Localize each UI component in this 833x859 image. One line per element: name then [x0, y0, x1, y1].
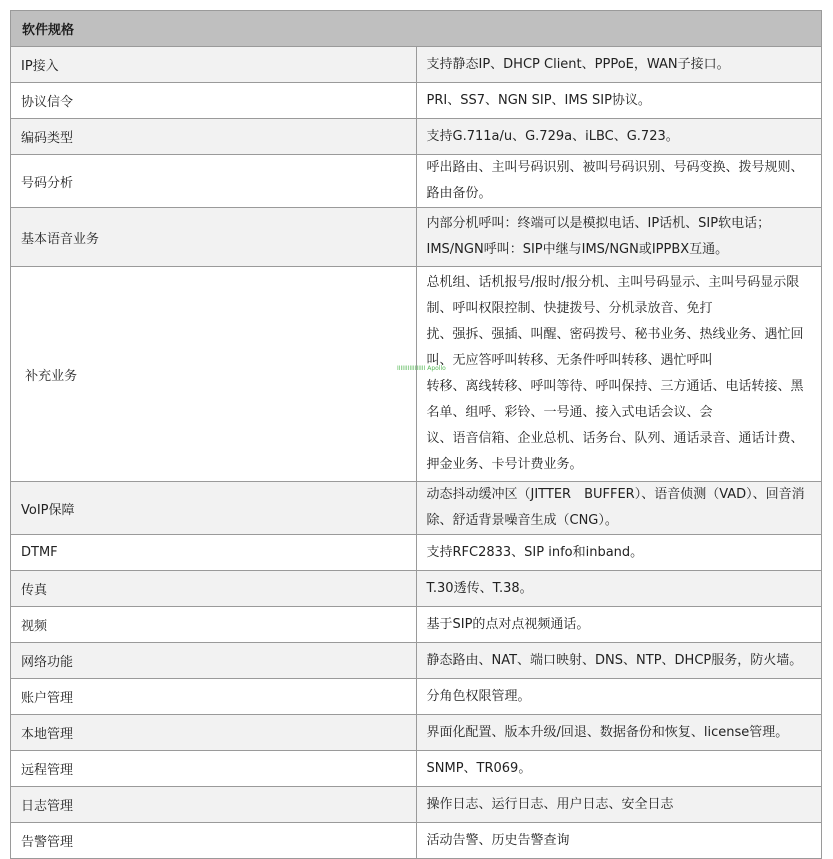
value-line: 支持G.711a/u、G.729a、iLBC、G.723。 — [426, 128, 679, 144]
row-label: 日志管理 — [11, 787, 417, 823]
value-line: PRI、SS7、NGN SIP、IMS SIP协议。 — [426, 92, 651, 108]
row-label: 本地管理 — [11, 715, 417, 751]
value-line: SNMP、TR069。 — [426, 760, 532, 776]
row-label: 视频 — [11, 607, 417, 643]
row-value — [416, 787, 822, 823]
row-value — [416, 155, 822, 208]
row-value — [416, 267, 822, 482]
table-body — [11, 47, 822, 859]
value-line: IMS/NGN呼叫：SIP中继与IMS/NGN或IPPBX互通。 — [426, 242, 729, 257]
value-line: 扰、强拆、强插、叫醒、密码拨号、秘书业务、热线业务、遇忙回叫、无应答呼叫转移、无条件呼叫转移、遇忙呼叫 — [426, 327, 804, 368]
value-line: 支持RFC2833、SIP info和inband。 — [426, 544, 644, 560]
value-line: 议、语音信箱、企业总机、话务台、队列、通话录音、通话计费、押金业务、卡号计费业务。 — [426, 431, 804, 472]
table-header: 软件规格 — [11, 11, 822, 47]
row-value — [416, 119, 822, 155]
row-value — [416, 482, 822, 535]
row-label: 补充业务 — [11, 267, 417, 482]
row-value — [416, 208, 822, 267]
table-row — [11, 47, 822, 83]
row-label: IP接入 — [11, 47, 417, 83]
row-value — [416, 715, 822, 751]
value-line: 基于SIP的点对点视频通话。 — [426, 616, 590, 632]
value-line: 操作日志、运行日志、用户日志、安全日志 — [426, 796, 674, 812]
row-label: 告警管理 — [11, 823, 417, 859]
value-line: 支持静态IP、DHCP Client、PPPoE，WAN子接口。 — [426, 56, 730, 72]
table-row — [11, 823, 822, 859]
row-value — [416, 823, 822, 859]
value-line: 总机组、话机报号/报时/报分机、主叫号码显示、主叫号码显示限制、呼叫权限控制、快捷拨号、分机录放音、免打 — [426, 275, 800, 316]
value-line: 静态路由、NAT、端口映射、DNS、NTP、DHCP服务，防火墙。 — [426, 652, 803, 668]
value-line: 呼出路由、主叫号码识别、被叫号码识别、号码变换、拨号规则、路由备份。 — [426, 160, 804, 201]
table-row — [11, 607, 822, 643]
table-row — [11, 83, 822, 119]
row-value — [416, 83, 822, 119]
row-label: 基本语音业务 — [11, 208, 417, 267]
row-label: 编码类型 — [11, 119, 417, 155]
value-line: 界面化配置、版本升级/回退、数据备份和恢复、license管理。 — [426, 724, 789, 740]
table-row — [11, 267, 822, 482]
table-row — [11, 715, 822, 751]
row-value — [416, 643, 822, 679]
row-label: 账户管理 — [11, 679, 417, 715]
table-row — [11, 679, 822, 715]
row-value — [416, 571, 822, 607]
value-line: 转移、离线转移、呼叫等待、呼叫保持、三方通话、电话转接、黑名单、组呼、彩铃、一号通、接入式电话会议、会 — [426, 379, 804, 420]
table-row — [11, 787, 822, 823]
table-row — [11, 535, 822, 571]
value-line: T.30透传、T.38。 — [426, 580, 533, 596]
table-row — [11, 571, 822, 607]
row-label: 传真 — [11, 571, 417, 607]
value-line: 动态抖动缓冲区（JITTER BUFFER）、语音侦测（VAD）、回音消除、舒适背景噪音生成（CNG）。 — [426, 487, 805, 528]
value-line: 内部分机呼叫：终端可以是模拟电话、IP话机、SIP软电话； — [426, 216, 771, 231]
row-label: 协议信令 — [11, 83, 417, 119]
row-value — [416, 535, 822, 571]
row-value — [416, 679, 822, 715]
value-line: 分角色权限管理。 — [426, 688, 531, 704]
table-row — [11, 643, 822, 679]
row-label: DTMF — [11, 535, 417, 571]
row-label: 远程管理 — [11, 751, 417, 787]
row-label: 号码分析 — [11, 155, 417, 208]
table-row — [11, 208, 822, 267]
table-row — [11, 119, 822, 155]
table-row — [11, 482, 822, 535]
row-label: VoIP保障 — [11, 482, 417, 535]
row-label: 网络功能 — [11, 643, 417, 679]
value-line: 活动告警、历史告警查询 — [426, 832, 570, 848]
watermark-text: IIIIIIIIIIIIIIII Apollo — [397, 365, 446, 372]
table-row — [11, 155, 822, 208]
row-value — [416, 47, 822, 83]
row-value — [416, 751, 822, 787]
row-value — [416, 607, 822, 643]
table-row — [11, 751, 822, 787]
